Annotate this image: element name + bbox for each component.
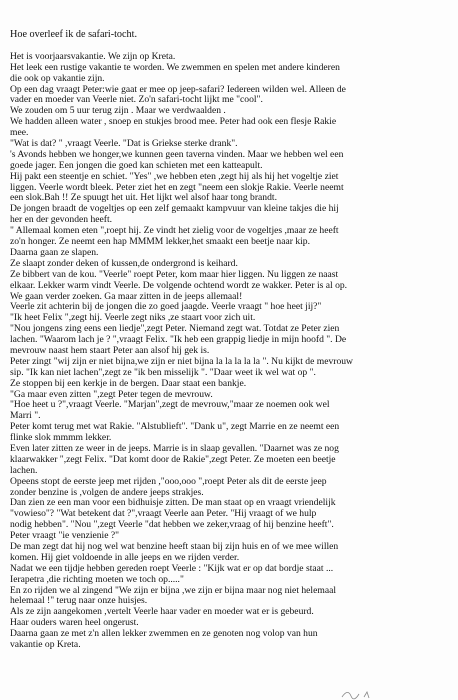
text-line: Peter komt terug met wat Rakie. "Alstublieft". "Dank u", zegt Marrie en ze neemt een [10,422,340,433]
text-line: Ierapetra ,die richting moeten we toch op....." [10,574,184,585]
text-line: " Allemaal komen eten ",roept hij. Ze vindt het zielig voor de vogeltjes ,maar ze heeft [10,226,339,237]
text-line: een slok.Bah !! Ze spuugt het uit. Het lijkt wel alsof haar tong brandt. [10,193,277,204]
text-line: Dan zien ze een man voor een bidhuisje zitten. De man staat op en vraagt vriendelijk [10,498,336,509]
text-line: "vowieso"? "Wat betekent dat ?",vraagt Veerle aan Peter. "Hij vraagt of we hulp [10,509,317,520]
text-line: klaarwakker ",zegt Felix. "Dat komt door de Rakie",zegt Peter. Ze moeten een beetje [10,454,336,465]
text-line: lachen. "Waarom lach je ? ",vraagt Felix. "Ik heb een grappig liedje in mijn hoofd ". De [10,335,347,346]
text-line: De jongen braadt de vogeltjes op een zelf gemaakt kampvuur van kleine takjes die hij [10,204,339,215]
text-line: De man zegt dat hij nog wel wat benzine heeft staan bij zijn huis en of we mee willen [10,541,339,552]
text-line: elkaar. Lekker warm vindt Veerle. De volgende ochtend wordt ze wakker. Peter is al op. [10,280,348,291]
text-line: die ook op vakantie zijn. [10,73,105,84]
text-line: helemaal !" terug naar onze huisjes. [10,596,148,607]
text-line: Ze bibbert van de kou. "Veerle" roept Peter, kom maar hier liggen. Nu liggen ze naast [10,269,339,280]
text-line: zonder benzine is ,volgen de andere jeeps strakjes. [10,487,204,498]
text-line: Nadat we een tijdje hebben gereden roept Veerle : "Kijk wat er op dat bordje staat ... [10,563,334,574]
text-line: mee. [10,128,29,139]
text-line: Ze slaapt zonder deken of kussen,de ondergrond is keihard. [10,258,238,269]
text-line: vakantie op Kreta. [10,640,81,650]
text-line: mevrouw naast hem staart Peter aan alsof hij gek is. [10,345,210,356]
text-line: Haar ouders waren heel ongerust. [10,618,139,629]
text-line: goede jager. Een jongen die goed kan schieten met een katteapult. [10,160,263,171]
text-line: Marri ". [10,411,41,422]
text-line: Daarna gaan ze slapen. [10,247,99,258]
text-line: "Ik heet Felix ",zegt hij. Veerle zegt niks ,ze staart voor zich uit. [10,313,256,324]
text-line: flinke slok mmmm lekker. [10,433,112,444]
text-line: vader en moeder van Veerle niet. Zo'n safari-tocht lijkt me "cool". [10,95,263,106]
text-line: Daarna gaan ze met z'n allen lekker zwemmen en ze genoten nog volop van hun [10,629,318,640]
text-line: Veerle zit achterin bij de jongen die zo goed jaagde. Veerle vraagt " hoe heet jij?" [10,302,322,313]
text-line: komen. Hij giet voldoende in alle jeeps en we rijden verder. [10,552,240,563]
text-line: We zouden om 5 uur terug zijn . Maar we verdwaalden . [10,106,226,117]
text-line: 's Avonds hebben we honger,we kunnen geen taverna vinden. Maar we hebben wel een [10,149,344,160]
text-line: En zo rijden we al zingend "We zijn er bijna ,we zijn er bijna maar nog niet helemaal [10,585,337,596]
document-body [10,30,446,651]
text-line: nodig hebben". "Nou ",zegt Veerle "dat hebben we zeker,vraag of hij benzine heeft". [10,520,334,531]
text-line: Het is voorjaarsvakantie. We zijn op Kreta. [10,51,176,62]
text-line: We gaan verder zoeken. Ga maar zitten in de jeeps allemaal! [10,291,243,302]
pen-mark-icon [340,688,380,700]
text-line: her en der gevonden heeft. [10,215,113,226]
text-line: sip. "Ik kan niet lachen",zegt ze "ik ben misselijk ". "Daar weet ik wel wat op ". [10,367,316,378]
text-line: Als ze zijn aangekomen ,vertelt Veerle haar vader en moeder wat er is gebeurd. [10,607,314,618]
text-line: Opeens stopt de eerste jeep met rijden ,"ooo,ooo ",roept Peter als dit de eerste jeep [10,476,327,487]
text-line: We hadden alleen water , snoep en stukjes brood mee. Peter had ook een flesje Rakie [10,117,337,128]
text-line: "Ga maar even zitten ",zegt Peter tegen de mevrouw. [10,389,213,400]
text-line: Hij pakt een steentje en schiet. "Yes" ,we hebben eten ,zegt hij als hij het vogeltje ziet [10,171,339,182]
text-line: liggen. Veerle wordt bleek. Peter ziet het en zegt "neem een slokje Rakie. Veerle neemt [10,182,344,193]
text-line: "Hoe heet u ?",vraagt Veerle. "Marjan",zegt de mevrouw,"maar ze noemen ook wel [10,400,330,411]
document-text [10,52,446,651]
text-line: zo'n honger. Ze neemt een hap MMMM lekker,het smaakt een beetje naar kip. [10,237,310,248]
text-line: Op een dag vraagt Peter:wie gaat er mee op jeep-safari? Iedereen wilden wel. Alleen de [10,84,346,95]
document-title: Hoe overleef ik de safari-tocht. [10,29,138,40]
text-line: lachen. [10,465,38,476]
text-line: Peter zingt "wij zijn er niet bijna,we zijn er niet bijna la la la la la ". Nu kijkt de mevrouw [10,356,353,367]
text-line: "Nou jongens zing eens een liedje",zegt Peter. Niemand zegt wat. Totdat ze Peter zien [10,324,340,335]
text-line: "Wat is dat? " ,vraagt Veerle. "Dat is Griekse sterke drank". [10,139,238,150]
text-line: Ze stoppen bij een kerkje in de bergen. Daar staat een bankje. [10,378,247,389]
text-line: Peter vraagt "ie venzienie ?" [10,531,120,542]
text-line: Even later zitten ze weer in de jeeps. Marrie is in slaap gevallen. "Daarnet was ze nog [10,443,339,454]
text-line: Het leek een rustige vakantie te worden. We zwemmen en spelen met andere kinderen [10,62,340,73]
